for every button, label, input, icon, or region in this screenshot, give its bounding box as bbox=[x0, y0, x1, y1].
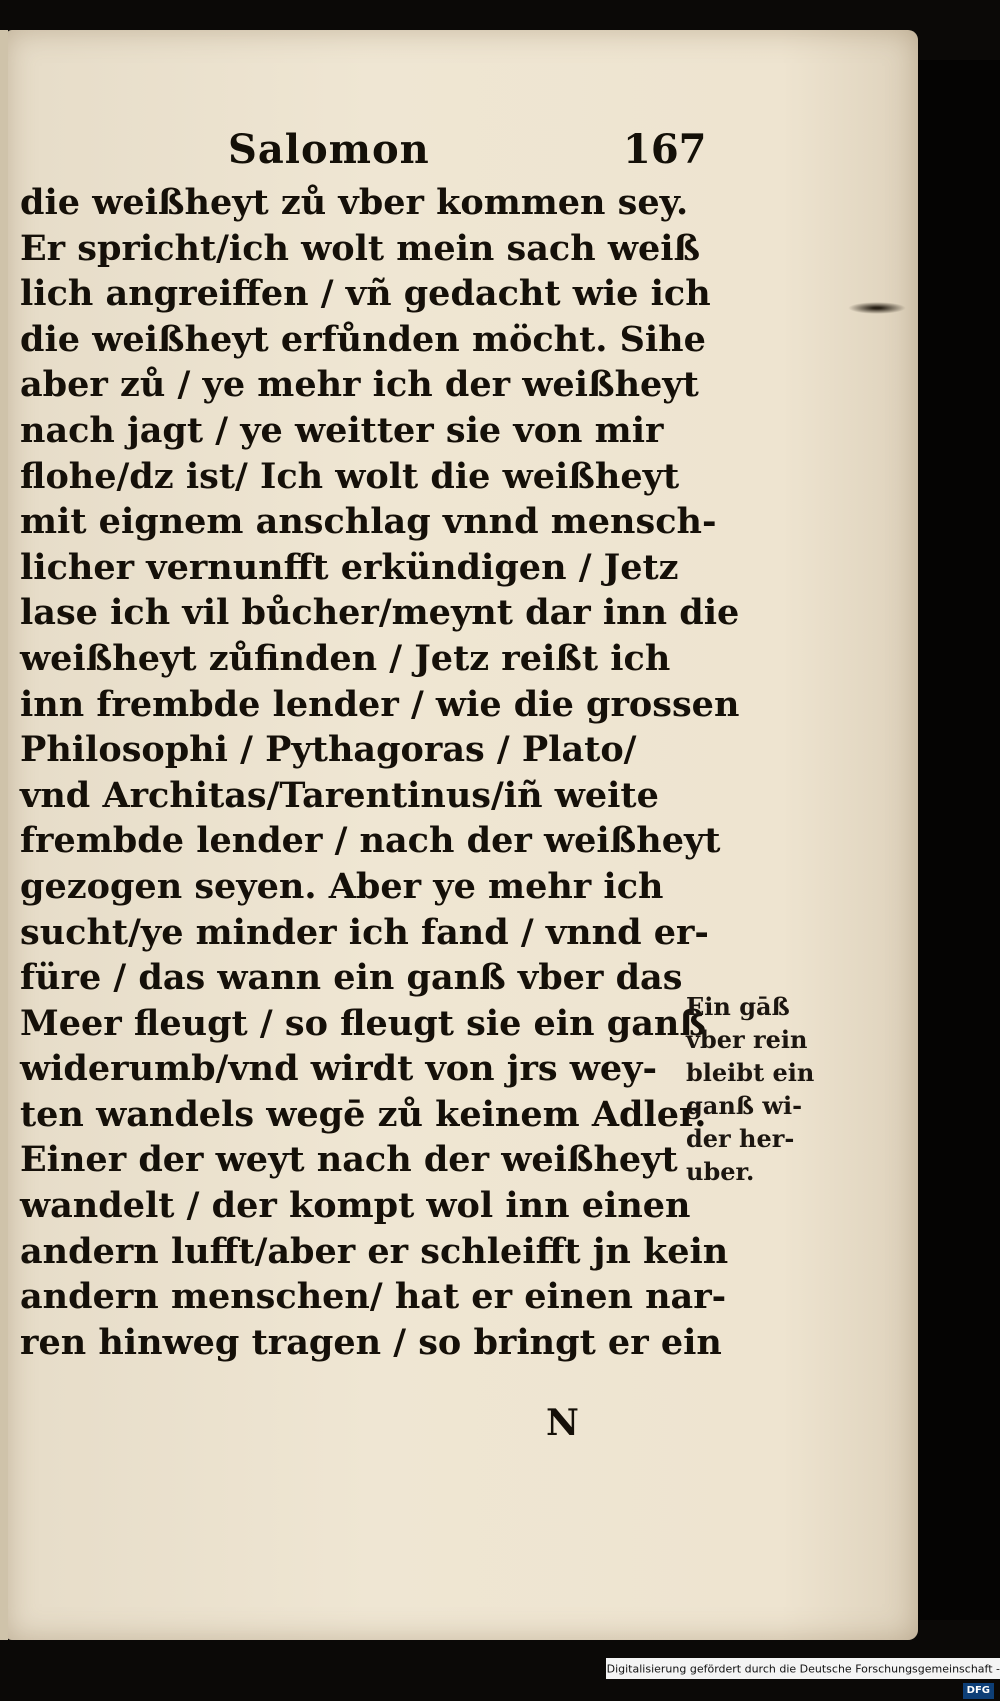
text-line: gezogen seyen. Aber ye mehr ich bbox=[20, 865, 664, 907]
text-line: mit eignem anschlag vnnd mensch- bbox=[20, 501, 717, 543]
marginal-gloss bbox=[686, 990, 826, 1188]
gloss-line: uber. bbox=[686, 1157, 755, 1186]
text-line: nach jagt / ye weitter sie von mir bbox=[20, 409, 664, 451]
text-line: die weißheyt zů vber kommen sey. bbox=[20, 182, 689, 223]
text-line: weißheyt zůfinden / Jetz reißt ich bbox=[20, 637, 671, 679]
text-line: Er spricht/ich wolt mein sach weiß bbox=[20, 227, 701, 269]
ink-blot bbox=[848, 302, 906, 314]
text-line: licher vernunfft erkündigen / Jetz bbox=[20, 546, 679, 588]
text-line: andern menschen/ hat er einen nar- bbox=[20, 1276, 727, 1318]
gloss-line: ganß wi- bbox=[686, 1091, 803, 1120]
text-line: Einer der weyt nach der weißheyt bbox=[20, 1139, 678, 1181]
footer-credit: Digitalisierung gefördert durch die Deutsche Forschungsgemeinschaft - bbox=[606, 1662, 1000, 1676]
text-line: die weißheyt erfůnden möcht. Sihe bbox=[20, 318, 706, 360]
text-line: widerumb/vnd wirdt von jrs wey- bbox=[20, 1048, 658, 1090]
dfg-logo: DFG bbox=[963, 1683, 994, 1699]
text-line: ten wandels wegē zů keinem Adler. bbox=[20, 1093, 707, 1135]
text-line: lich angreiffen / vñ gedacht wie ich bbox=[20, 273, 711, 315]
text-line: wandelt / der kompt wol inn einen bbox=[20, 1185, 691, 1227]
catchword: N bbox=[546, 1402, 579, 1444]
page-header bbox=[228, 126, 707, 184]
text-line: ren hinweg tragen / so bringt er ein bbox=[20, 1321, 722, 1363]
gloss-line: bleibt ein bbox=[686, 1058, 815, 1087]
text-line: flohe/dz ist/ Ich wolt die weißheyt bbox=[20, 455, 680, 497]
gloss-line: vber rein bbox=[686, 1025, 808, 1054]
text-line: füre / das wann ein ganß vber das bbox=[20, 957, 683, 999]
text-line: aber zů / ye mehr ich der weißheyt bbox=[20, 364, 699, 406]
scan-shadow-strip bbox=[918, 60, 1000, 1620]
text-line: lase ich vil bůcher/meynt dar inn die bbox=[20, 592, 740, 634]
folio-number: 167 bbox=[623, 126, 707, 173]
gloss-line: der her- bbox=[686, 1124, 795, 1153]
text-line: Philosophi / Pythagoras / Plato/ bbox=[20, 729, 637, 771]
text-line: frembde lender / nach der weißheyt bbox=[20, 820, 721, 862]
page-edge bbox=[0, 30, 8, 1640]
text-line: andern lufft/aber er schleifft jn kein bbox=[20, 1230, 729, 1272]
running-head: Salomon bbox=[228, 126, 430, 173]
digitization-footer bbox=[606, 1658, 1000, 1696]
text-line: vnd Architas/Tarentinus/iñ weite bbox=[20, 774, 659, 816]
text-line: inn frembde lender / wie die grossen bbox=[20, 683, 740, 725]
text-line: sucht/ye minder ich fand / vnnd er- bbox=[20, 911, 709, 953]
gloss-line: Ein gāß bbox=[686, 992, 790, 1021]
text-line: Meer fleugt / so fleugt sie ein ganß bbox=[20, 1002, 706, 1044]
